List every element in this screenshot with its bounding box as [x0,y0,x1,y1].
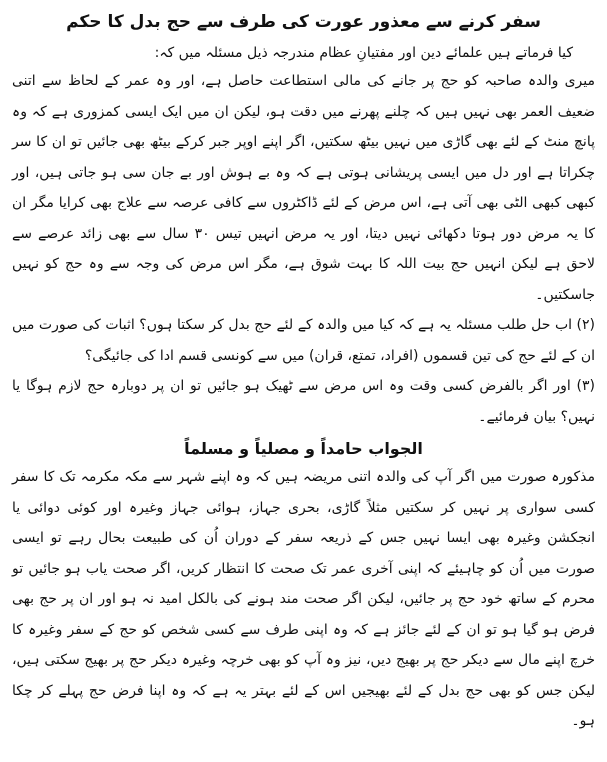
answer-heading: الجواب حامداً و مصلیاً و مسلماً [184,439,423,458]
answer-paragraph: مذکورہ صورت میں اگر آپ کی والدہ اتنی مریضہ ہیں کہ وہ اپنے شہر سے مکہ مکرمہ تک کا سفر کسی سواری پر نہیں کر سکتیں مثلاً گاڑی، بحری جہاز، ہوائی جہاز وغیرہ اور کوئی دوائی یا انجکشن وغیرہ بھی ایسا نہیں جس کے ذریعہ سفر کے دوران اُن کی طبیعت بحال رہے تو ایسی صورت میں اُن کو چاہیئے کہ اپنی آخری عمر تک صحت کا انتظار کریں، اگر صحت یاب ہو جائیں تو محرم کے ساتھ خود حج پر جائیں، لیکن اگر صحت مند ہونے کی بالکل امید نہ ہو اور ان پر حج بھی فرض ہو گیا ہو تو ان کے لئے جائز ہے کہ وہ اپنی طرف سے کسی شخص کو حج کے سفر وغیرہ کا خرچ اپنے مال سے دیکر حج پر بھیج دیں، نیز وہ آپ کو بھی خرچہ وغیرہ دیکر حج پر بھیج سکتی ہیں، لیکن جس کو بھی حج بدل کے لئے بھیجیں اس کے لئے بہتر یہ ہے کہ وہ اپنا فرض حج پہلے کر چکا ہو۔ [12,469,595,729]
question-paragraph-2: (۲) اب حل طلب مسئلہ یہ ہے کہ کیا میں والدہ کے لئے حج بدل کر سکتا ہوں؟ اثبات کی صورت میں ان کے لئے حج کی تین قسموں (افراد، تمتع، قران) میں سے کونسی قسم ادا کی جائیگی؟ [12,317,595,364]
question-paragraph-3: (۳) اور اگر بالفرض کسی وقت وہ اس مرض سے ٹھیک ہو جائیں تو ان پر دوبارہ حج لازم ہوگا یا نہیں؟ بیان فرمائیے۔ [12,378,595,425]
intro-line: کیا فرماتے ہیں علمائے دین اور مفتیانِ عظام مندرجہ ذیل مسئلہ میں کہ: [154,45,573,61]
page-title: سفر کرنے سے معذور عورت کی طرف سے حج بدل کا حکم [66,12,541,32]
question-paragraph-1: میری والدہ صاحبہ کو حج پر جانے کی مالی استطاعت حاصل ہے، اور وہ عمر کے لحاظ سے اتنی ضعیف العمر بھی نہیں ہیں کہ چلنے پھرنے میں دقت ہو، لیکن ان میں ایک ایسی کمزوری ہے کہ وہ پانچ منٹ کے لئے بھی گاڑی میں نہیں بیٹھ سکتیں، اگر اپنے اوپر جبر کرکے بیٹھ بھی جائیں تو ان کا سر چکراتا ہے اور دل میں ایسی پریشانی ہوتی ہے کہ وہ بے ہوش اور بے جان سی ہو جاتی ہیں، اور کبھی کبھی الٹی بھی آتی ہے، اس مرض کے لئے ڈاکٹروں سے کافی عرصہ سے علاج بھی کرایا مگر ان کا یہ مرض دور ہوتا دکھائی نہیں دیتا، اور یہ مرض انہیں تیس ۳۰ سال سے بھی زائد عرصے سے لاحق ہے لیکن انہیں حج بیت اللہ کا بہت شوق ہے، مگر اس مرض کی وجہ سے وہ حج کو نہیں جاسکتیں۔ [12,73,595,303]
